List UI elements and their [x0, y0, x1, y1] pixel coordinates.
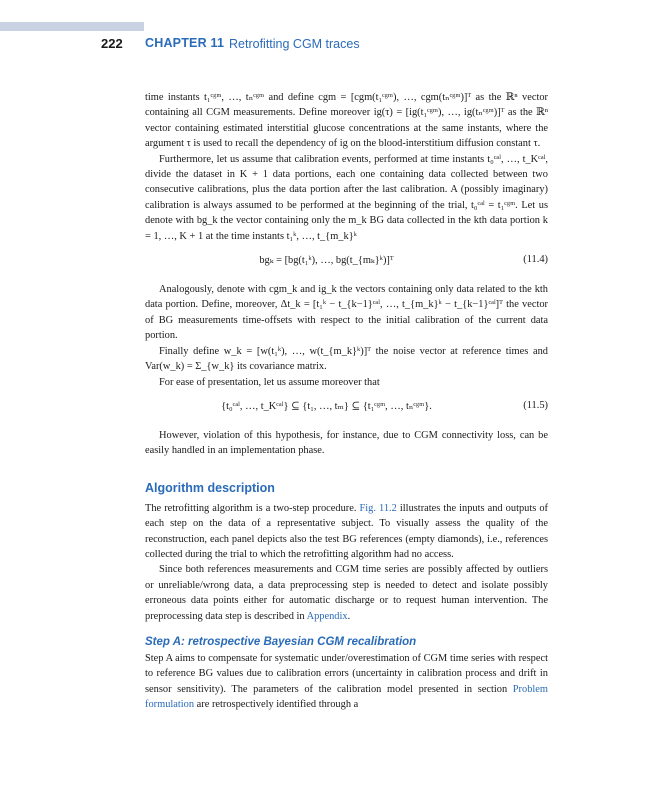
top-accent-bar — [0, 22, 144, 31]
page-body — [145, 90, 548, 713]
subsection-heading: Step A: retrospective Bayesian CGM recalibration — [145, 635, 417, 648]
page-number: 222 — [101, 36, 123, 51]
section-link[interactable]: Problem formulation — [145, 683, 548, 711]
paragraph: The retrofitting algorithm is a two-step procedure. Fig. 11.2 illustrates the inputs and outputs of each step on the data of a representative subject. To visually assess the quality of the reconstruction, each panel depicts also the test BG references (empty diamonds), i.e., references collected during the trial to which the retrofitting algorithm had no access. — [145, 502, 549, 560]
chapter-label: CHAPTER 11 — [145, 36, 225, 50]
equation-formula: {t₀ᶜᵃˡ, …, t_Kᶜᵃˡ} ⊆ {t₁, …, tₘ} ⊆ {t₁ᶜᵍᵐ, …, tₙᶜᵍᵐ}. — [221, 400, 432, 412]
paragraph: time instants t₁ᶜᵍᵐ, …, tₙᶜᵍᵐ and define cgm = [cgm(t₁ᶜᵍᵐ), …, cgm(tₙᶜᵍᵐ)]ᵀ as the ℝⁿ vector containing all CGM measurements. Define moreover ig(τ) = [ig(t₁ᶜᵍᵐ), …, ig(tₙᶜᵍᵐ)]ᵀ as the ℝⁿ vector containing estimated interstitial glucose concentrations at the same instants, where the argument τ is used to recall the dependency of ig on the blood-interstitium diffusion constant τ. — [145, 92, 548, 150]
section-heading: Algorithm description — [145, 480, 275, 495]
paragraph: For ease of presentation, let us assume moreover that — [159, 376, 380, 388]
paragraph: Analogously, denote with cgm_k and ig_k the vectors containing only data related to the kth data portion. Define, moreover, Δt_k = [t₁ᵏ − t_{k−1}ᶜᵃˡ, …, t_{m_k}ᵏ − t_{k−1}ᶜᵃˡ]ᵀ the vector of BG measurements time-offsets with respect to the initial calibration of the current data portion. — [145, 284, 548, 342]
equation-formula: bgₖ = [bg(t₁ᵏ), …, bg(t_{mₖ}ᵏ)]ᵀ — [259, 255, 394, 267]
chapter-title: Retrofitting CGM traces — [229, 36, 360, 51]
paragraph: However, violation of this hypothesis, for instance, due to CGM connectivity loss, can be easily handled in an implementation phase. — [145, 429, 548, 457]
paragraph: Furthermore, let us assume that calibration events, performed at time instants t₀ᶜᵃˡ, …, t_Kᶜᵃˡ, divide the dataset in K + 1 data portions, each one containing data collected between two consecutive calibrations, plus the data portion after the last calibration. A (possibly imaginary) calibration is always assumed to be performed at the beginning of the trial, t₀ᶜᵃˡ = t₁ᶜᵍᵐ. Let us denote with bg_k the vector containing only the m_k BG data collected in the kth data portion k = 1, …, K + 1 at the time instants t₁ᵏ, …, t_{m_k}ᵏ — [145, 153, 548, 242]
paragraph: Since both references measurements and CGM time series are possibly affected by outliers or unreliable/wrong data, a data preprocessing step is needed to detect and isolate possibly erroneous data points either for automatic discharge or to request human intervention. The preprocessing data step is described in Appendix. — [145, 564, 548, 622]
equation-11-5 — [145, 395, 548, 422]
running-header — [0, 35, 648, 55]
paragraph: Finally define w_k = [w(t₁ᵏ), …, w(t_{m_k}ᵏ)]ᵀ the noise vector at reference times and Var(w_k) = Σ_{w_k} its covariance matrix. — [145, 345, 548, 373]
paragraph: Step A aims to compensate for systematic under/overestimation of CGM time series with respect to reference BG values due to calibration errors (uncertainty in calibration process and drift in sensor sensitivity). The parameters of the calibration model presented in section Problem formulation are retrospectively identified through a — [145, 652, 548, 711]
equation-number: (11.5) — [523, 399, 548, 411]
appendix-link[interactable]: Appendix — [306, 610, 348, 622]
figure-link[interactable]: Fig. 11.2 — [359, 502, 397, 514]
equation-11-4 — [145, 249, 548, 276]
equation-number: (11.4) — [523, 254, 548, 266]
